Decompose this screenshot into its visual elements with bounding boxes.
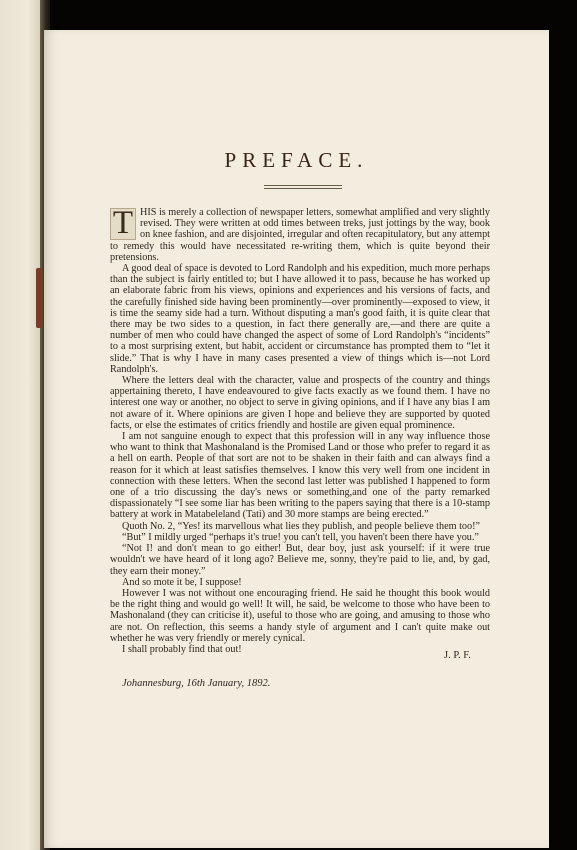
paragraph: T HIS is merely a collection of newspaper letters, somewhat amplified and very slightly revised. They were written at odd times between treks, just jottings by the way, book on knee fashion, and are disjointed, irregular and often recapitulatory, but any attempt to remedy this would have necessitated re-writing them, which is quite beyond their pretensions.: [110, 205, 490, 263]
paragraph: However I was not without one encouraging friend. He said he thought this book would be the right thing and would go well! It will, he said, be welcome to those who have been to Mashonaland (they can criticise it), useful to those who are going, and amusing to those who are not. On reflection, this seems a handy style of argument and I can't quite make out whether he was very friendly or merely cynical.: [110, 587, 490, 644]
heading-rule-top: [264, 185, 342, 186]
paragraph: Quoth No. 2, “Yes! its marvellous what lies they publish, and people believe them too!”: [122, 520, 481, 532]
paragraph: A good deal of space is devoted to Lord Randolph and his expedition, much more perhaps than the subject is fairly entitled to; but I have allowed it to pass, because he has worked up an elaborate fabric from his views, opinions and experiences and his versions of facts, and the carefully finished side having been prominently—over prominently—exposed to view, it is time the seamy side had a turn. Without disputing a man's good faith, it is quite clear that there may be two sides to a question, in fact there generally are,—and there are quite a number of men who could have changed the aspect of some of Lord Randolph's “incidents” to a most surprising extent, but habit, accident or circumstance has prompted them to “let it slide.” That is why I have in many cases presented a view of things which is—not Lord Randolph's.: [110, 263, 490, 375]
drop-cap: T: [110, 208, 136, 240]
paragraph: I am not sanguine enough to expect that this profession will in any way influence those who want to think that Mashonaland is the Promised Land or those who prefer to regard it as a hell on earth. People of that sort are not to be shaken in their faith and can always find a reason for it which at least satisfies themselves. I know this very well from one incident in connection with these letters. When the second last letter was published I happened to form one of a trio discussing the day's news or something,and one of the party remarked dispassionately “I see some liar has been writing to the papers saying that there is a 10-stamp battery at work in Matabeleland (Tati) and 30 more stamps are being erected.”: [110, 431, 490, 521]
paragraph: Where the letters deal with the character, value and prospects of the country and things appertaining thereto, I have endeavoured to give facts exactly as we found them. I have no interest one way or another, no object to serve in giving opinions, and if I have any bias I am not aware of it. Where opinions are given I hope and believe they are supported by quoted facts, or else the estimates of critics friendly and hostile are given equal prominence.: [110, 375, 490, 431]
binding-stitch: [36, 268, 42, 328]
author-initials: J. P. F.: [444, 650, 471, 661]
page-heading: PREFACE.: [224, 148, 369, 172]
place-date-line: Johannesburg, 16th January, 1892.: [122, 678, 271, 689]
paragraph: And so mote it be, I suppose!: [122, 576, 242, 588]
paragraph: I shall probably find that out!: [122, 643, 242, 655]
paragraph: “But” I mildly urged “perhaps it's true! you can't tell, you haven't been there have you.”: [122, 531, 479, 543]
paragraph: “Not I! and don't mean to go either! But, dear boy, just ask yourself: if it were true wouldn't we have heard of it long ago? Believe me, sonny, they're paid to lie, and, by gad, they earn their money.”: [110, 543, 490, 577]
left-page-edge: [0, 0, 40, 850]
heading-rule-bottom: [264, 188, 342, 189]
book-page: [44, 30, 549, 848]
preface-body: [110, 207, 490, 655]
